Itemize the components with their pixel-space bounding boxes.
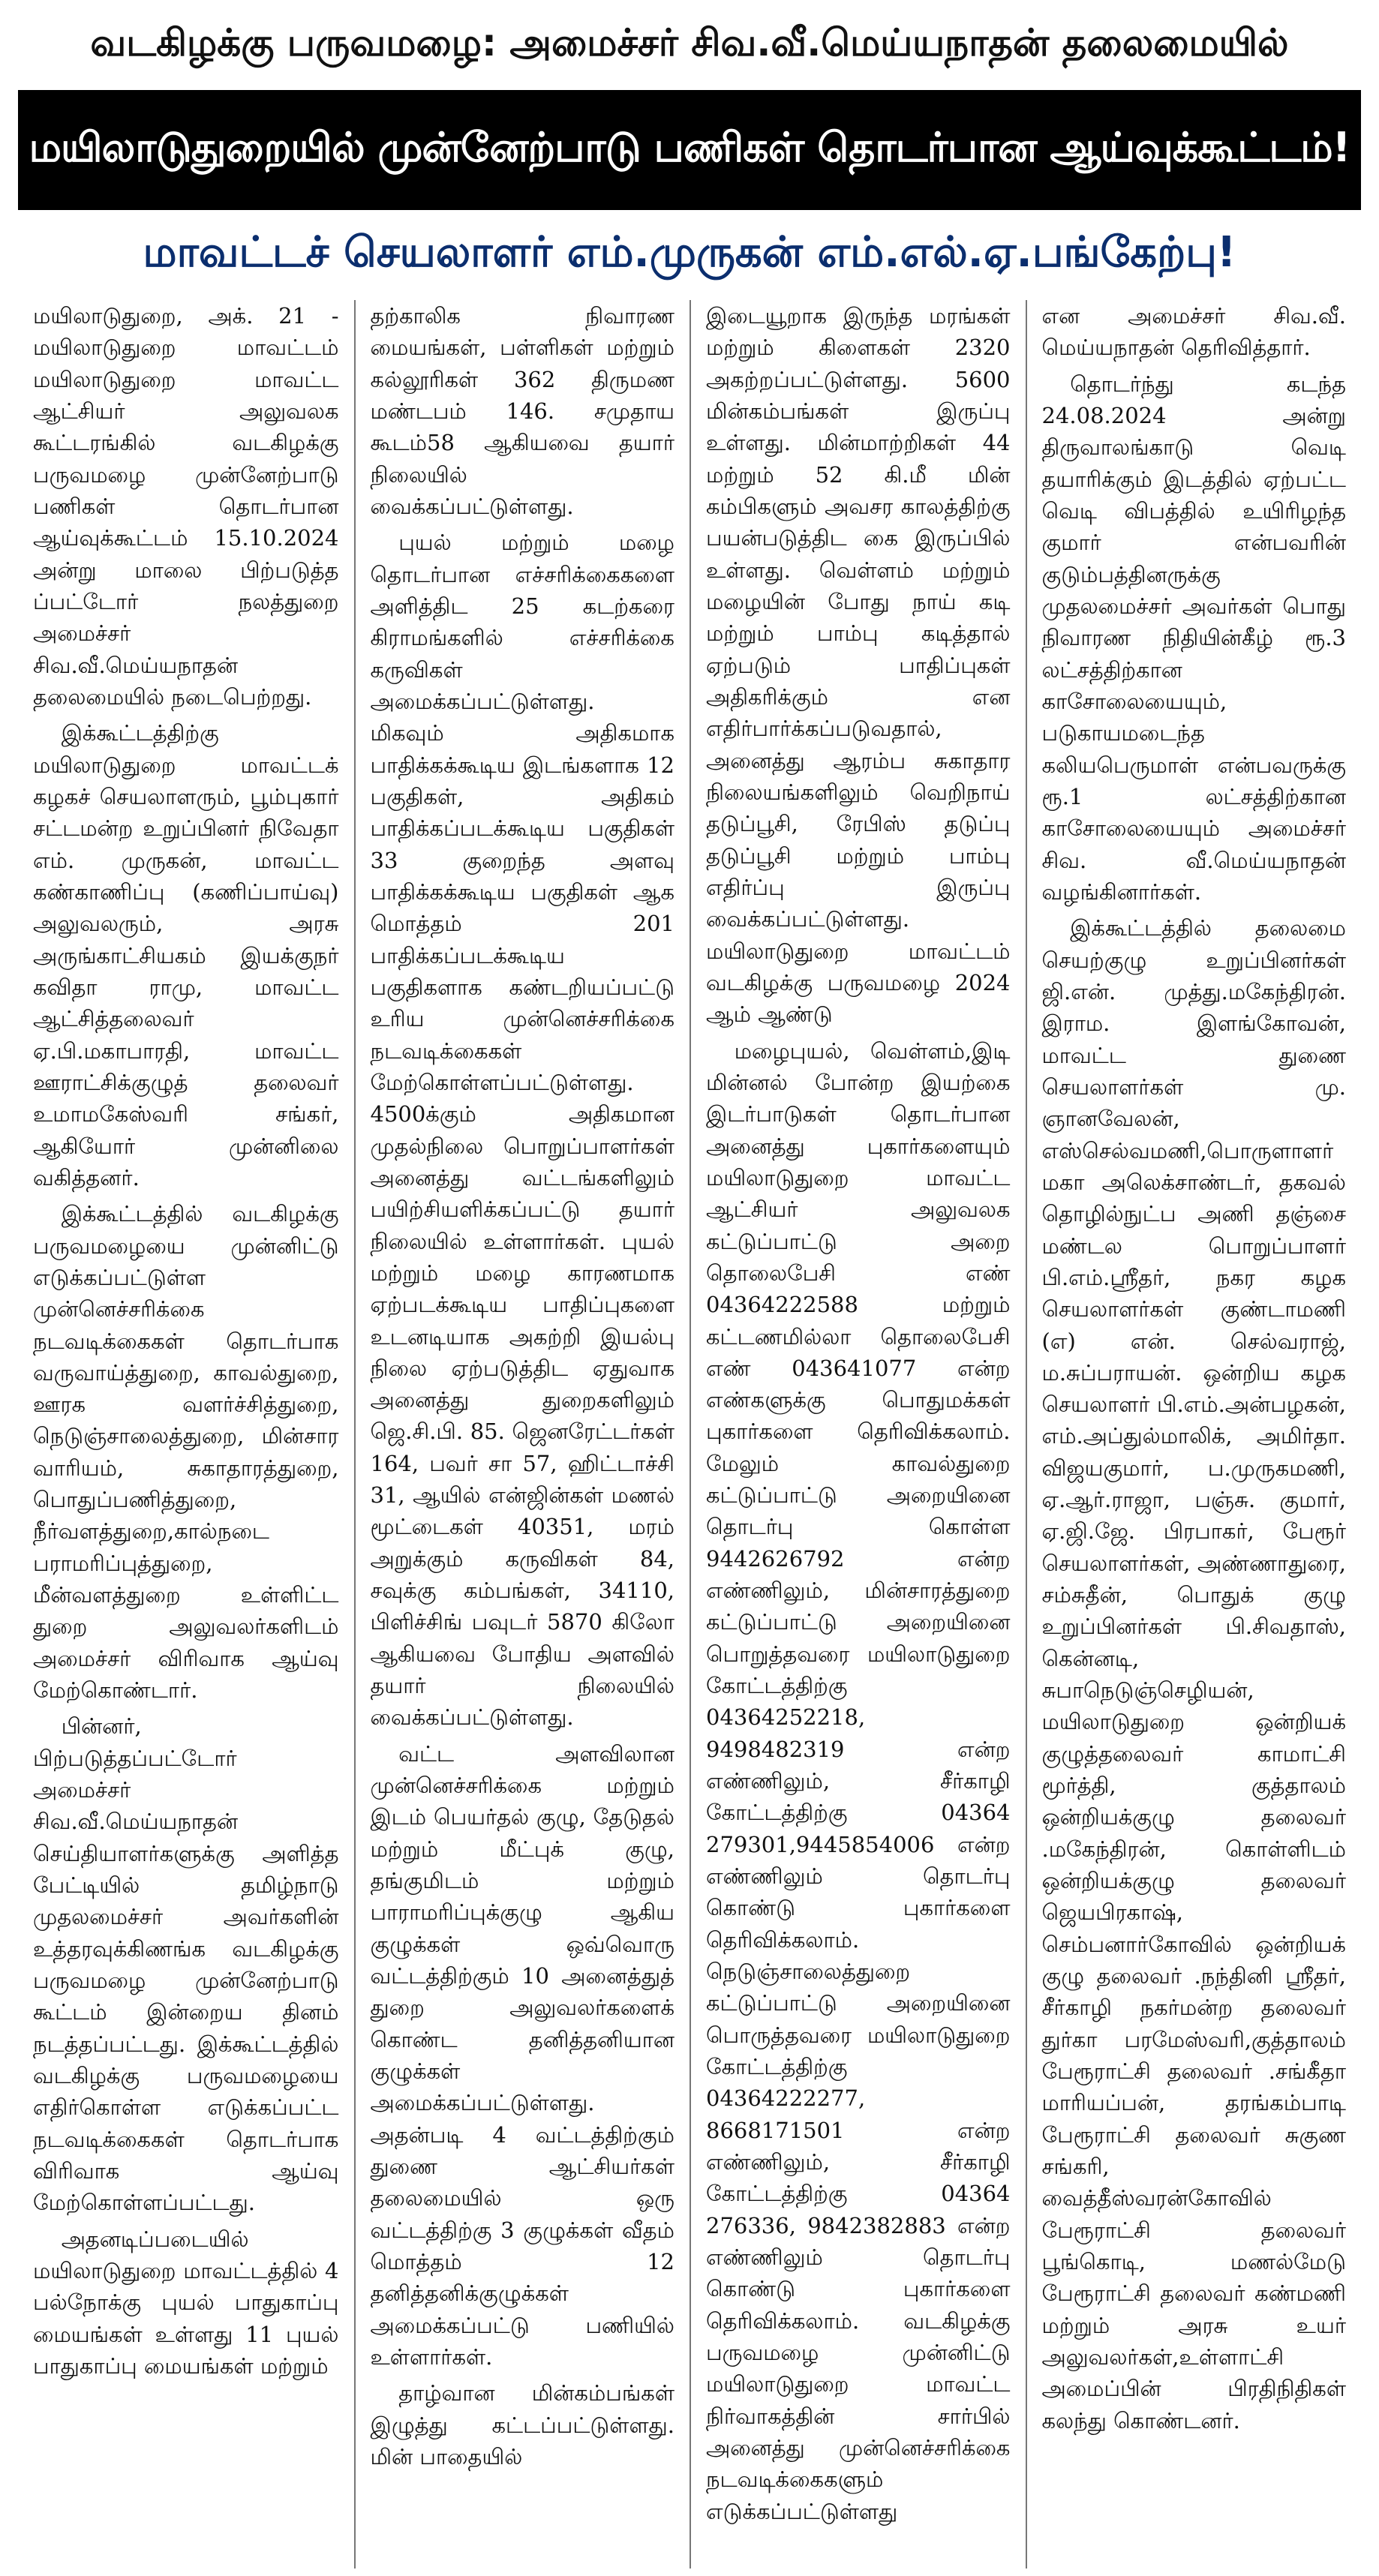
paragraph: தற்காலிக நிவாரண மையங்கள், பள்ளிகள் மற்றும் கல்லூரிகள் 362 திருமண மண்டபம் 146. சமுதாய கூடம்58 ஆகியவை தயார் நிலையில் வைக்கப்பட்டுள்ளது. [370,303,674,519]
paragraph: வட்ட அளவிலான முன்னெச்சரிக்கை மற்றும் இடம் பெயர்தல் குழு, தேடுதல் மற்றும் மீட்புக் குழு, தங்குமிடம் மற்றும் பாராமரிப்புக்குழு ஆகிய குழுக்கள் ஒவ்வொரு வட்டத்திற்கும் 10 அனைத்துத் துறை அலுவலர்களைக் கொண்ட தனித்தனியான குழுக்கள் அமைக்கப்பட்டுள்ளது. அதன்படி 4 வட்டத்திற்கும் துணை ஆட்சியர்கள் தலைமையில் ஒரு வட்டத்திற்கு 3 குழுக்கள் வீதம் மொத்தம் 12 தனித்தனிக்குழுக்கள் அமைக்கப்பட்டு பணியில் உள்ளார்கள். [370,1740,674,2370]
paragraph: மழைபுயல், வெள்ளம்,இடி மின்னல் போன்ற இயற்கை இடர்பாடுகள் தொடர்பான அனைத்து புகார்களையும் மயிலாடுதுறை மாவட்ட ஆட்சியர் அலுவலக கட்டுப்பாட்டு அறை தொலைபேசி எண் 04364222588 மற்றும் கட்டணமில்லா தொலைபேசி எண் 043641077 என்ற எண்களுக்கு பொதுமக்கள் புகார்களை தெரிவிக்கலாம். மேலும் காவல்துறை கட்டுப்பாட்டு அறையினை தொடர்பு கொள்ள 9442626792 என்ற எண்ணிலும், மின்சாரத்துறை கட்டுப்பாட்டு அறையினை பொறுத்தவரை மயிலாடுதுறை கோட்டத்திற்கு 04364252218, 9498482319 என்ற எண்ணிலும், சீர்காழி கோட்டத்திற்கு 04364 279301,9445854006 என்ற எண்ணிலும் தொடர்பு கொண்டு புகார்களை தெரிவிக்கலாம். நெடுஞ்சாலைத்துறை கட்டுப்பாட்டு அறையினை பொருத்தவரை மயிலாடுதுறை கோட்டத்திற்கு 04364222277, 8668171501 என்ற எண்ணிலும், சீர்காழி கோட்டத்திற்கு 04364 276336, 9842382883 என்ற எண்ணிலும் தொடர்பு கொண்டு புகார்களை தெரிவிக்கலாம். வடகிழக்கு பருவமழை முன்னிட்டு மயிலாடுதுறை மாவட்ட நிர்வாகத்தின் சார்பில் அனைத்து முன்னெச்சரிக்கை நடவடிக்கைகளும் எடுக்கப்பட்டுள்ளது [706,1037,1011,2524]
article-body [18,300,1361,2568]
paragraph: இக்கூட்டத்தில் வடகிழக்கு பருவமழையை முன்னிட்டு எடுக்கப்பட்டுள்ள முன்னெச்சரிக்கை நடவடிக்கைகள் தொடர்பாக வருவாய்த்துறை, காவல்துறை, ஊரக வளர்ச்சித்துறை, நெடுஞ்சாலைத்துறை, மின்சார வாரியம், சுகாதாரத்துறை, பொதுப்பணித்துறை, நீர்வளத்துறை,கால்நடை பராமரிப்புத்துறை, மீன்வளத்துறை உள்ளிட்ட துறை அலுவலர்களிடம் அமைச்சர் விரிவாக ஆய்வு மேற்கொண்டார். [33,1201,339,1704]
paragraph: பின்னர், பிற்படுத்தப்பட்டோர் அமைச்சர் சிவ.வீ.மெய்யநாதன் செய்தியாளர்களுக்கு அளித்த பேட்டியில் தமிழ்நாடு முதலமைச்சர் அவர்களின் உத்தரவுக்கிணங்க வடகிழக்கு பருவமழை முன்னேற்பாடு கூட்டம் இன்றைய தினம் நடத்தப்பட்டது. இக்கூட்டத்தில் வடகிழக்கு பருவமழையை எதிர்கொள்ள எடுக்கப்பட்ட நடவடிக்கைகள் தொடர்பாக விரிவாக ஆய்வு மேற்கொள்ளப்பட்டது. [33,1713,339,2216]
paragraph: இக்கூட்டத்திற்கு மயிலாடுதுறை மாவட்டக் கழகச் செயலாளரும், பூம்புகார் சட்டமன்ற உறுப்பினர் நிவேதா எம். முருகன், மாவட்ட கண்காணிப்பு (கணிப்பாய்வு) அலுவலரும், அரசு அருங்காட்சியகம் இயக்குநர் கவிதா ராமு, மாவட்ட ஆட்சித்தலைவர் ஏ.பி.மகாபாரதி, மாவட்ட ஊராட்சிக்குழுத் தலைவர் உமாமகேஸ்வரி சங்கர், ஆகியோர் முன்னிலை வகித்தனர். [33,720,339,1190]
paragraph: இக்கூட்டத்தில் தலைமை செயற்குழு உறுப்பினர்கள் ஜி.என். முத்து.மகேந்திரன். இராம. இளங்கோவன், மாவட்ட துணை செயலாளர்கள் மு. ஞானவேலன், எஸ்செல்வமணி,பொருளாளர் மகா அலெக்சாண்டர், தகவல் தொழில்நுட்ப அணி தஞ்சை மண்டல பொறுப்பாளர் பி.எம்.ஸ்ரீதர், நகர கழக செயலாளர்கள் குண்டாமணி (எ) என். செல்வராஜ், ம.சுப்பராயன். ஒன்றிய கழக செயலாளர் பி.எம்.அன்பழகன், எம்.அப்துல்மாலிக், அமிர்தா. விஜயகுமார், ப.முருகமணி, ஏ.ஆர்.ராஜா, பஞ்சு. குமார், ஏ.ஜி.ஜே. பிரபாகர், பேரூர் செயலாளர்கள், அண்ணாதுரை, சம்சுதீன், பொதுக் குழு உறுப்பினர்கள் பி.சிவதாஸ், கென்னடி, சுபாநெடுஞ்செழியன், மயிலாடுதுறை ஒன்றியக் குழுத்தலைவர் காமாட்சி மூர்த்தி, குத்தாலம் ஒன்றியக்குழு தலைவர் .மகேந்திரன், கொள்ளிடம் ஒன்றியக்குழு தலைவர் ஜெயபிரகாஷ், செம்பனார்கோவில் ஒன்றியக் குழு தலைவர் .நந்தினி ஸ்ரீதர், சீர்காழி நகர்மன்ற தலைவர் துர்கா பரமேஸ்வரி,குத்தாலம் பேரூராட்சி தலைவர் .சங்கீதா மாரியப்பன், தரங்கம்பாடி பேரூராட்சி தலைவர் சுகுண சங்கரி, வைத்தீஸ்வரன்கோவில் பேரூராட்சி தலைவர் பூங்கொடி, மணல்மேடு பேரூராட்சி தலைவர் கண்மணி மற்றும் அரசு உயர் அலுவலர்கள்,உள்ளாட்சி அமைப்பின் பிரதிநிதிகள் கலந்து கொண்டனர். [1041,915,1346,2433]
column-3 [690,300,1026,2568]
paragraph: தொடர்ந்து கடந்த 24.08.2024 அன்று திருவாலங்காடு வெடி தயாரிக்கும் இடத்தில் ஏற்பட்ட வெடி விபத்தில் உயிரிழந்த குமார் என்பவரின் குடும்பத்தினருக்கு முதலமைச்சர் அவர்கள் பொது நிவாரண நிதியின்கீழ் ரூ.3 லட்சத்திற்கான காசோலையையும், படுகாயமடைந்த கலியபெருமாள் என்பவருக்கு ரூ.1 லட்சத்திற்கான காசோலையையும் அமைச்சர் சிவ. வீ.மெய்யநாதன் வழங்கினார்கள். [1041,371,1346,905]
paragraph: புயல் மற்றும் மழை தொடர்பான எச்சரிக்கைகளை அளித்திட 25 கடற்கரை கிராமங்களில் எச்சரிக்கை கருவிகள் அமைக்கப்பட்டுள்ளது. மிகவும் அதிகமாக பாதிக்கக்கூடிய இடங்களாக 12 பகுதிகள், அதிகம் பாதிக்கப்படக்கூடிய பகுதிகள் 33 குறைந்த அளவு பாதிக்கக்கூடிய பகுதிகள் ஆக மொத்தம் 201 பாதிக்கப்படக்கூடிய பகுதிகளாக கண்டறியப்பட்டு உரிய முன்னெச்சரிக்கை நடவடிக்கைகள் மேற்கொள்ளப்பட்டுள்ளது. 4500க்கும் அதிகமான முதல்நிலை பொறுப்பாளர்கள் அனைத்து வட்டங்களிலும் பயிற்சியளிக்கப்பட்டு தயார் நிலையில் உள்ளார்கள். புயல் மற்றும் மழை காரணமாக ஏற்படக்கூடிய பாதிப்புகளை உடனடியாக அகற்றி இயல்பு நிலை ஏற்படுத்திட ஏதுவாக அனைத்து துறைகளிலும் ஜெ.சி.பி. 85. ஜெனரேட்டர்கள் 164, பவர் சா 57, ஹிட்டாச்சி 31, ஆயில் என்ஜின்கள் மணல் மூட்டைகள் 40351, மரம் அறுக்கும் கருவிகள் 84, சவுக்கு கம்பங்கள், 34110, பிளிச்சிங் பவுடர் 5870 கிலோ ஆகியவை போதிய அளவில் தயார் நிலையில் வைக்கப்பட்டுள்ளது. [370,530,674,1731]
column-4 [1026,300,1362,2568]
article-subheadline: மாவட்டச் செயலாளர் எம்.முருகன் எம்.எல்.ஏ.பங்கேற்பு! [143,228,1236,277]
paragraph: மயிலாடுதுறை, அக். 21 - மயிலாடுதுறை மாவட்டம் மயிலாடுதுறை மாவட்ட ஆட்சியர் அலுவலக கூட்டரங்கில் வடகிழக்கு பருவமழை முன்னேற்பாடு பணிகள் தொடர்பான ஆய்வுக்கூட்டம் 15.10.2024 அன்று மாலை பிற்படுத்த ப்பட்டோர் நலத்துறை அமைச்சர் சிவ.வீ.மெய்யநாதன் தலைமையில் நடைபெற்றது. [33,303,339,710]
column-1 [18,300,354,2568]
paragraph: தாழ்வான மின்கம்பங்கள் இழுத்து கட்டப்பட்டுள்ளது. மின் பாதையில் [370,2380,674,2469]
article-headline: மயிலாடுதுறையில் முன்னேற்பாடு பணிகள் தொடர்பான ஆய்வுக்கூட்டம்! [18,90,1361,210]
column-2 [354,300,690,2568]
paragraph: என அமைச்சர் சிவ.வீ. மெய்யநாதன் தெரிவித்தார். [1041,303,1346,361]
paragraph: அதனடிப்படையில் மயிலாடுதுறை மாவட்டத்தில் 4 பல்நோக்கு புயல் பாதுகாப்பு மையங்கள் உள்ளது 11 புயல் பாதுகாப்பு மையங்கள் மற்றும் [33,2226,339,2379]
article-kicker: வடகிழக்கு பருவமழை: அமைச்சர் சிவ.வீ.மெய்யநாதன் தலைமையில் [90,20,1289,65]
paragraph: இடையூறாக இருந்த மரங்கள் மற்றும் கிளைகள் 2320 அகற்றப்பட்டுள்ளது. 5600 மின்கம்பங்கள் இருப்பு உள்ளது. மின்மாற்றிகள் 44 மற்றும் 52 கி.மீ மின் கம்பிகளும் அவசர காலத்திற்கு பயன்படுத்திட கை இருப்பில் உள்ளது. வெள்ளம் மற்றும் மழையின் போது நாய் கடி மற்றும் பாம்பு கடித்தால் ஏற்படும் பாதிப்புகள் அதிகரிக்கும் என எதிர்பார்க்கப்படுவதால், அனைத்து ஆரம்ப சுகாதார நிலையங்களிலும் வெறிநாய் தடுப்பூசி, ரேபிஸ் தடுப்பு தடுப்பூசி மற்றும் பாம்பு எதிர்ப்பு இருப்பு வைக்கப்பட்டுள்ளது. மயிலாடுதுறை மாவட்டம் வடகிழக்கு பருவமழை 2024 ஆம் ஆண்டு [706,303,1011,1028]
